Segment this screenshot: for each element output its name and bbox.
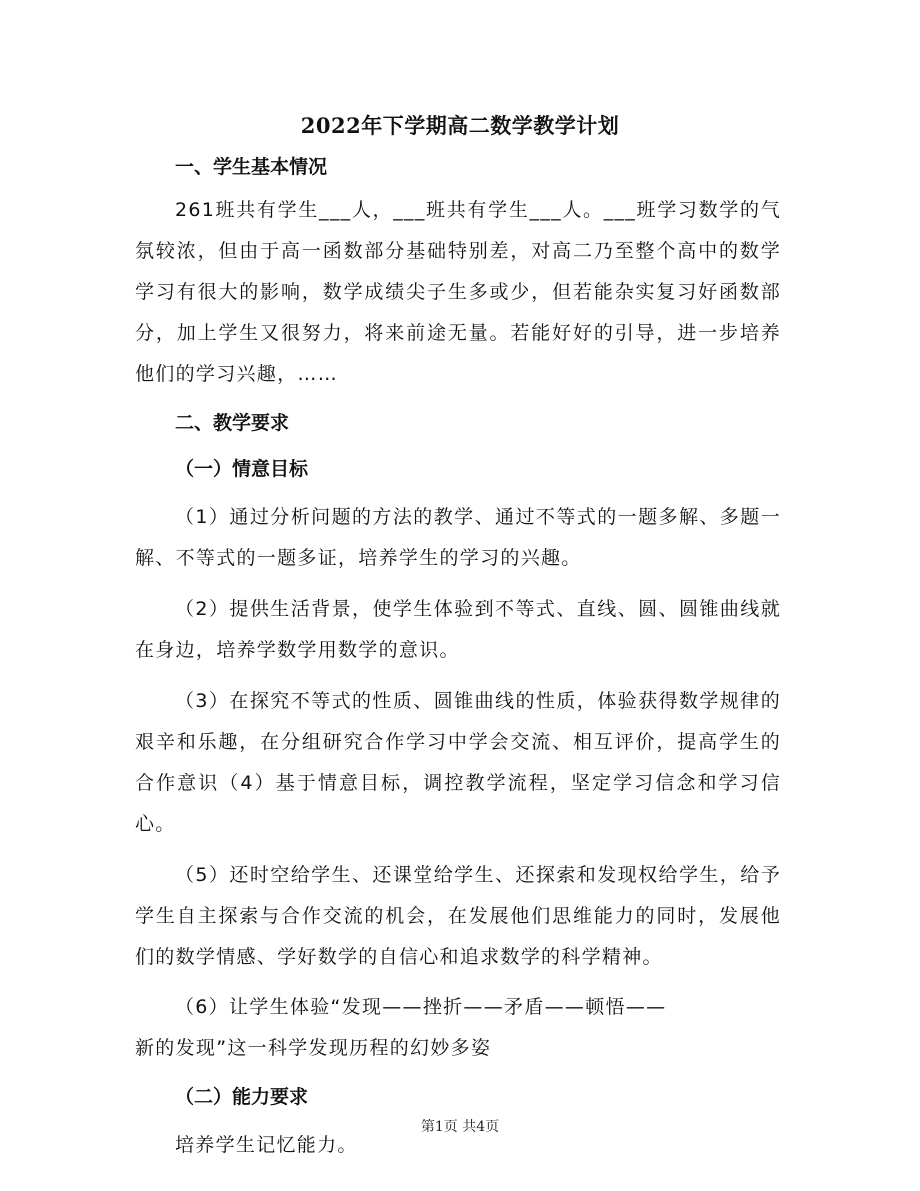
subsection-heading-affective-goals: （一）情意目标 bbox=[175, 458, 309, 480]
paragraph-ability-requirements: 培养学生记忆能力。 bbox=[175, 1134, 358, 1156]
paragraph-student-situation: 261班共有学生___人，___班共有学生___人。___班学习数学的气氛较浓，但由于高一函数部分基础特别差，对高二乃至整个高中的数学学习有很大的影响，数学成绩尖子生多或少，但若能杂实复习好函数部分，加上学生又很努力，将来前途无量。若能好好的引导，进一步培养他们的学习兴趣，…… bbox=[135, 199, 781, 385]
list-item-goal-5: （5）还时空给学生、还课堂给学生、还探索和发现权给学生，给予学生自主探索与合作交流的机会，在发展他们思维能力的同时，发展他们的数学情感、学好数学的自信心和追求数学的科学精神。 bbox=[135, 864, 781, 968]
document-title: 2022年下学期高二数学教学计划 bbox=[300, 113, 620, 138]
list-item-goal-2: （2）提供生活背景，使学生体验到不等式、直线、圆、圆锥曲线就在身边，培养学数学用数学的意识。 bbox=[135, 598, 781, 661]
list-item-goal-6 bbox=[135, 987, 781, 1069]
list-item-goal-6-line-2: 新的发现”这一科学发现历程的幻妙多姿 bbox=[135, 1037, 492, 1059]
section-heading-teaching-requirements: 二、教学要求 bbox=[175, 412, 290, 434]
list-item-goal-3-4: （3）在探究不等式的性质、圆锥曲线的性质，体验获得数学规律的艰辛和乐趣，在分组研究合作学习中学会交流、相互评价，提高学生的合作意识（4）基于情意目标，调控教学流程，坚定学习信念和学习信心。 bbox=[135, 690, 781, 835]
list-item-goal-6-line-1: （6）让学生体验“发现——挫折——矛盾——顿悟—— bbox=[175, 996, 667, 1018]
list-item-goal-1: （1）通过分析问题的方法的教学、通过不等式的一题多解、多题一解、不等式的一题多证，培养学生的学习的兴趣。 bbox=[135, 506, 781, 569]
section-heading-student-situation: 一、学生基本情况 bbox=[175, 156, 328, 178]
subsection-heading-ability-requirements: （二）能力要求 bbox=[175, 1086, 309, 1108]
document-body bbox=[135, 153, 781, 1166]
page-number-footer: 第1页 共4页 bbox=[420, 1119, 500, 1135]
